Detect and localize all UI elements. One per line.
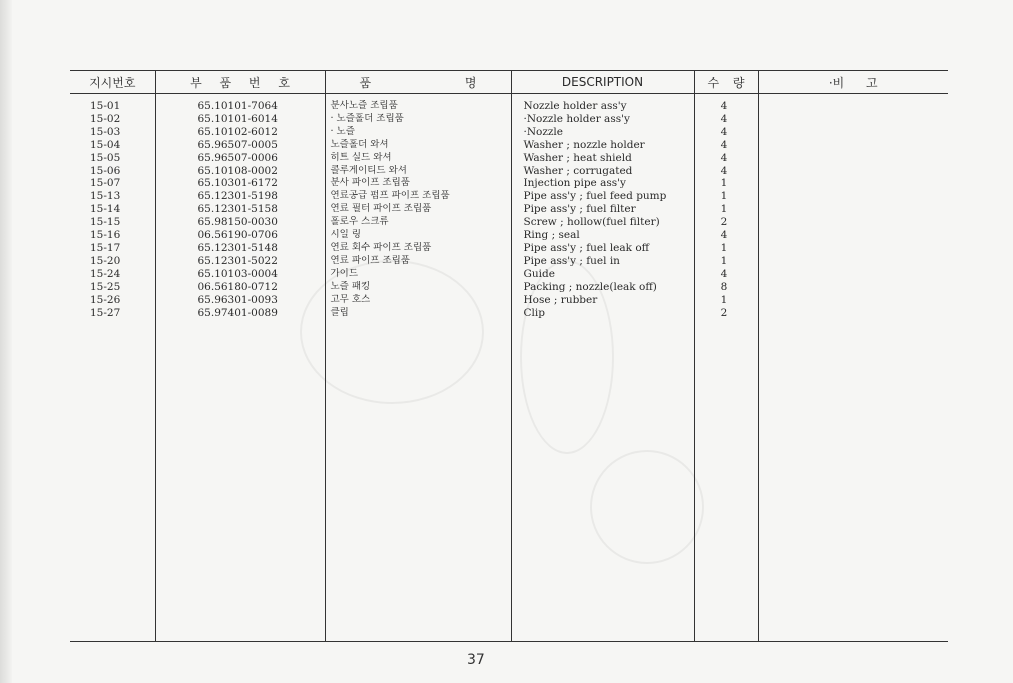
part-name-column <box>325 94 511 642</box>
table-cell: 65.98150-0030 <box>197 216 278 229</box>
table-cell: 시일 링 <box>330 229 362 241</box>
parts-table <box>70 70 948 642</box>
table-cell: 15-17 <box>90 241 121 254</box>
table-cell: 분사노즐 조립품 <box>330 100 398 111</box>
table-cell: 65.12301-5022 <box>197 254 278 267</box>
table-cell: 65.10102-6012 <box>197 125 278 138</box>
table-cell: 15-14 <box>90 203 121 216</box>
table-cell: 연료 파이프 조립품 <box>330 254 410 266</box>
page-number: 37 <box>467 652 485 668</box>
table-cell: 1 <box>720 241 728 254</box>
table-cell: 4 <box>720 229 728 242</box>
header-part-name: 품 명 <box>325 71 511 94</box>
header-remarks: ·비 고 <box>758 71 948 94</box>
table-cell: 고무 호스 <box>330 293 371 305</box>
table-cell: 1 <box>720 190 728 203</box>
index-no-column <box>70 94 155 642</box>
table-cell: 15-20 <box>90 254 121 267</box>
table-cell: 65.12301-5148 <box>197 241 278 254</box>
part-no-column <box>155 94 325 642</box>
table-cell: 65.10108-0002 <box>197 164 278 177</box>
table-cell: Ring ; seal <box>523 229 580 242</box>
table-cell: 연료 필터 파이프 조립품 <box>330 203 432 215</box>
table-cell: 연료공급 펌프 파이프 조립품 <box>330 190 450 202</box>
table-cell: 15-06 <box>90 164 121 177</box>
table-cell: 노즐 패킹 <box>330 280 371 292</box>
table-cell: 15-15 <box>90 216 121 229</box>
table-cell: ·Nozzle holder ass'y <box>523 112 630 125</box>
table-cell: 15-24 <box>90 267 121 280</box>
table-cell: 65.10103-0004 <box>197 267 278 280</box>
table-cell: 히트 실드 와셔 <box>330 151 392 163</box>
table-cell: · 노즐홀더 조립품 <box>330 112 404 124</box>
table-cell: 2 <box>720 216 728 229</box>
parts-table-header-row <box>70 71 948 94</box>
table-cell: 15-03 <box>90 125 121 138</box>
table-cell: 65.96507-0006 <box>197 151 278 164</box>
table-cell: 15-02 <box>90 112 121 125</box>
table-cell: 15-04 <box>90 138 121 151</box>
table-cell: 4 <box>720 267 728 280</box>
header-part-no: 부 품 번 호 <box>155 71 325 94</box>
table-cell: 2 <box>720 306 728 319</box>
table-cell: 8 <box>720 280 728 293</box>
table-cell: Injection pipe ass'y <box>523 177 626 190</box>
table-cell: 1 <box>720 203 728 216</box>
header-description: DESCRIPTION <box>511 71 694 94</box>
header-index-no: 지시번호 <box>70 71 155 94</box>
table-cell: 65.96301-0093 <box>197 293 278 306</box>
table-cell: Clip <box>523 306 545 319</box>
table-cell: Pipe ass'y ; fuel feed pump <box>523 190 667 203</box>
quantity-column <box>694 94 758 642</box>
table-cell: ·Nozzle <box>523 125 563 138</box>
table-cell: · 노즐 <box>330 125 355 137</box>
table-cell: 4 <box>720 112 728 125</box>
table-cell: 06.56190-0706 <box>197 229 278 242</box>
table-cell: 15-27 <box>90 306 121 319</box>
table-cell: 4 <box>720 138 728 151</box>
table-cell: 15-13 <box>90 190 121 203</box>
table-cell: Nozzle holder ass'y <box>523 100 627 112</box>
table-cell: Guide <box>523 267 555 280</box>
table-cell: 65.96507-0005 <box>197 138 278 151</box>
table-cell: Washer ; corrugated <box>523 164 633 177</box>
table-cell: Packing ; nozzle(leak off) <box>523 280 657 293</box>
table-cell: 홀로우 스크류 <box>330 216 389 228</box>
table-cell: Pipe ass'y ; fuel filter <box>523 203 636 216</box>
table-cell: 노즐홀더 와셔 <box>330 138 389 150</box>
table-cell: 15-01 <box>90 100 121 112</box>
table-cell: Hose ; rubber <box>523 293 598 306</box>
table-cell: 06.56180-0712 <box>197 280 278 293</box>
table-cell: 연료 회수 파이프 조립품 <box>330 241 432 253</box>
table-cell: Washer ; heat shield <box>523 151 632 164</box>
parts-table-body-row <box>70 94 948 642</box>
header-quantity: 수 량 <box>694 71 758 94</box>
table-cell: 65.12301-5158 <box>197 203 278 216</box>
table-cell: 1 <box>720 177 728 190</box>
table-cell: 콜루게이티드 와셔 <box>330 164 407 176</box>
table-cell: 65.10301-6172 <box>197 177 278 190</box>
table-cell: 65.12301-5198 <box>197 190 278 203</box>
table-cell: 15-25 <box>90 280 121 293</box>
table-cell: Screw ; hollow(fuel filter) <box>523 216 660 229</box>
table-cell: 4 <box>720 151 728 164</box>
remarks-column <box>758 94 948 642</box>
table-cell: 4 <box>720 125 728 138</box>
table-cell: 65.10101-7064 <box>197 100 278 112</box>
table-cell: 1 <box>720 293 728 306</box>
table-cell: 15-05 <box>90 151 121 164</box>
table-cell: 15-16 <box>90 229 121 242</box>
table-cell: 4 <box>720 164 728 177</box>
table-cell: 1 <box>720 254 728 267</box>
table-cell: Pipe ass'y ; fuel in <box>523 254 620 267</box>
table-cell: 가이드 <box>330 267 359 279</box>
table-cell: 65.10101-6014 <box>197 112 278 125</box>
table-cell: 분사 파이프 조립품 <box>330 177 410 189</box>
table-cell: 15-07 <box>90 177 121 190</box>
table-cell: 클립 <box>330 306 349 318</box>
description-column <box>511 94 694 642</box>
table-cell: Pipe ass'y ; fuel leak off <box>523 241 650 254</box>
table-cell: 4 <box>720 100 728 112</box>
table-cell: 65.97401-0089 <box>197 306 278 319</box>
table-cell: Washer ; nozzle holder <box>523 138 645 151</box>
table-cell: 15-26 <box>90 293 121 306</box>
page-binding-shadow <box>0 0 12 683</box>
